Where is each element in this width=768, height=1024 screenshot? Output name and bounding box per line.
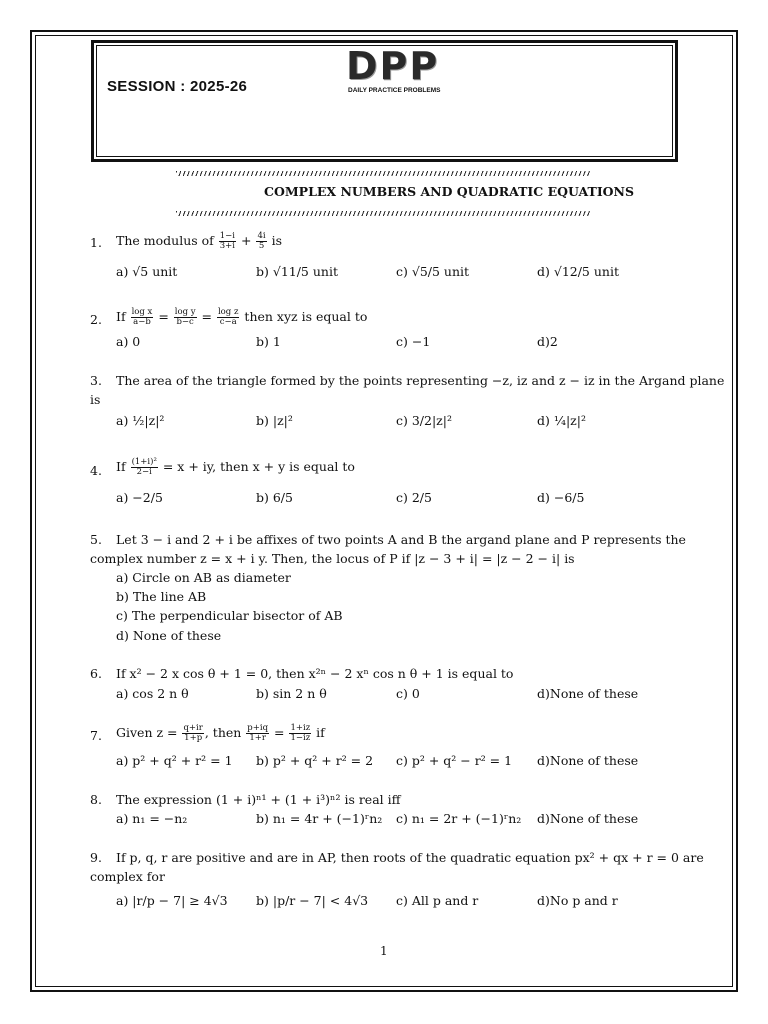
page-border-inner	[35, 35, 733, 987]
question-5-line-2: complex number z = x + i y. Then, the locus of P if |z − 3 + i| = |z − 2 − i| is	[90, 551, 575, 566]
option-a: a) −2/5	[116, 490, 163, 505]
question-5-line-1: Let 3 − i and 2 + i be affixes of two points A and B the argand plane and P represents the	[116, 532, 686, 547]
option-a: a) Circle on AB as diameter	[116, 570, 291, 585]
question-number: 9.	[90, 850, 102, 865]
option-a: a) p² + q² + r² = 1	[116, 753, 233, 768]
option-b: b) 6/5	[256, 490, 293, 505]
option-c: c) 3/2|z|²	[396, 413, 452, 428]
dpp-logo-subtitle: DAILY PRACTICE PROBLEMS	[348, 87, 441, 94]
question-number: 1.	[90, 235, 102, 250]
option-c: c) 2/5	[396, 490, 432, 505]
option-c: c) √5/5 unit	[396, 264, 470, 279]
option-b: b) |z|²	[256, 413, 293, 428]
option-c: c) The perpendicular bisector of AB	[116, 608, 343, 623]
question-8-text: The expression (1 + i)ⁿ¹ + (1 + i³)ⁿ² is real iff	[116, 792, 401, 807]
option-b: b) |p/r − 7| < 4√3	[256, 893, 369, 908]
question-number: 2.	[90, 312, 102, 327]
chapter-title: COMPLEX NUMBERS AND QUADRATIC EQUATIONS	[264, 184, 635, 199]
option-b: b) √11/5 unit	[256, 264, 338, 279]
option-a: a) √5 unit	[116, 264, 178, 279]
option-d: d)None of these	[537, 686, 639, 701]
question-9-line-1: If p, q, r are positive and are in AP, then roots of the quadratic equation px² + qx + r = 0 are	[116, 850, 704, 865]
option-a: a) n₁ = −n₂	[116, 811, 188, 826]
option-a: a) ½|z|²	[116, 413, 165, 428]
option-c: c) 0	[396, 686, 420, 701]
question-7-text: Given z = $\frac{q+ir}{1+p}$ , then $\frac{p+iq}{1+r}$ = $\frac{1+iz}{1-iz}$ if	[116, 723, 325, 743]
page-number: 1	[380, 944, 388, 958]
option-d: d) ¼|z|²	[537, 413, 586, 428]
option-b: b) p² + q² + r² = 2	[256, 753, 374, 768]
question-number: 6.	[90, 666, 102, 681]
option-c: c) p² + q² − r² = 1	[396, 753, 513, 768]
option-c: c) −1	[396, 334, 431, 349]
decorative-divider-bottom	[176, 211, 590, 216]
option-c: c) All p and r	[396, 893, 479, 908]
option-d: d) √12/5 unit	[537, 264, 619, 279]
option-b: b) 1	[256, 334, 281, 349]
option-a: a) cos 2 n θ	[116, 686, 189, 701]
option-d: d) None of these	[116, 628, 222, 643]
question-4-text: If $\frac{\text{(1+i)²}}{2-i}$ = x + iy, then x + y is equal to	[116, 457, 355, 477]
question-6-text: If x² − 2 x cos θ + 1 = 0, then x²ⁿ − 2 xⁿ cos n θ + 1 is equal to	[116, 666, 514, 681]
question-number: 7.	[90, 728, 102, 743]
question-3-text: The area of the triangle formed by the points representing −z, iz and z − iz in the Argand plane	[116, 373, 725, 388]
option-d: d)2	[537, 334, 558, 349]
question-9-line-2: complex for	[90, 869, 165, 884]
dpp-logo: DPP	[346, 44, 440, 88]
question-2-text: If $\frac{\text{log x}}{a-b}$ = $\frac{\text{log y}}{b-c}$ = $\frac{\text{log z}}{c-a}$ then xyz is equal to	[116, 307, 368, 327]
option-b: b) sin 2 n θ	[256, 686, 327, 701]
option-c: c) n₁ = 2r + (−1)ʳn₂	[396, 811, 522, 826]
option-b: b) n₁ = 4r + (−1)ʳn₂	[256, 811, 383, 826]
question-number: 4.	[90, 463, 102, 478]
option-d: d) −6/5	[537, 490, 585, 505]
question-number: 3.	[90, 373, 102, 388]
question-3-continuation: is	[90, 392, 101, 407]
option-d: d)No p and r	[537, 893, 618, 908]
option-a: a) 0	[116, 334, 141, 349]
question-1-text: The modulus of $\frac{1-i}{3+i}$ + $\frac{4i}{5}$ is	[116, 231, 283, 251]
decorative-divider-top	[176, 171, 590, 176]
question-number: 5.	[90, 532, 102, 547]
session-label: SESSION : 2025-26	[107, 78, 248, 95]
option-b: b) The line AB	[116, 589, 207, 604]
option-a: a) |r/p − 7| ≥ 4√3	[116, 893, 228, 908]
option-d: d)None of these	[537, 811, 639, 826]
option-d: d)None of these	[537, 753, 639, 768]
question-number: 8.	[90, 792, 102, 807]
